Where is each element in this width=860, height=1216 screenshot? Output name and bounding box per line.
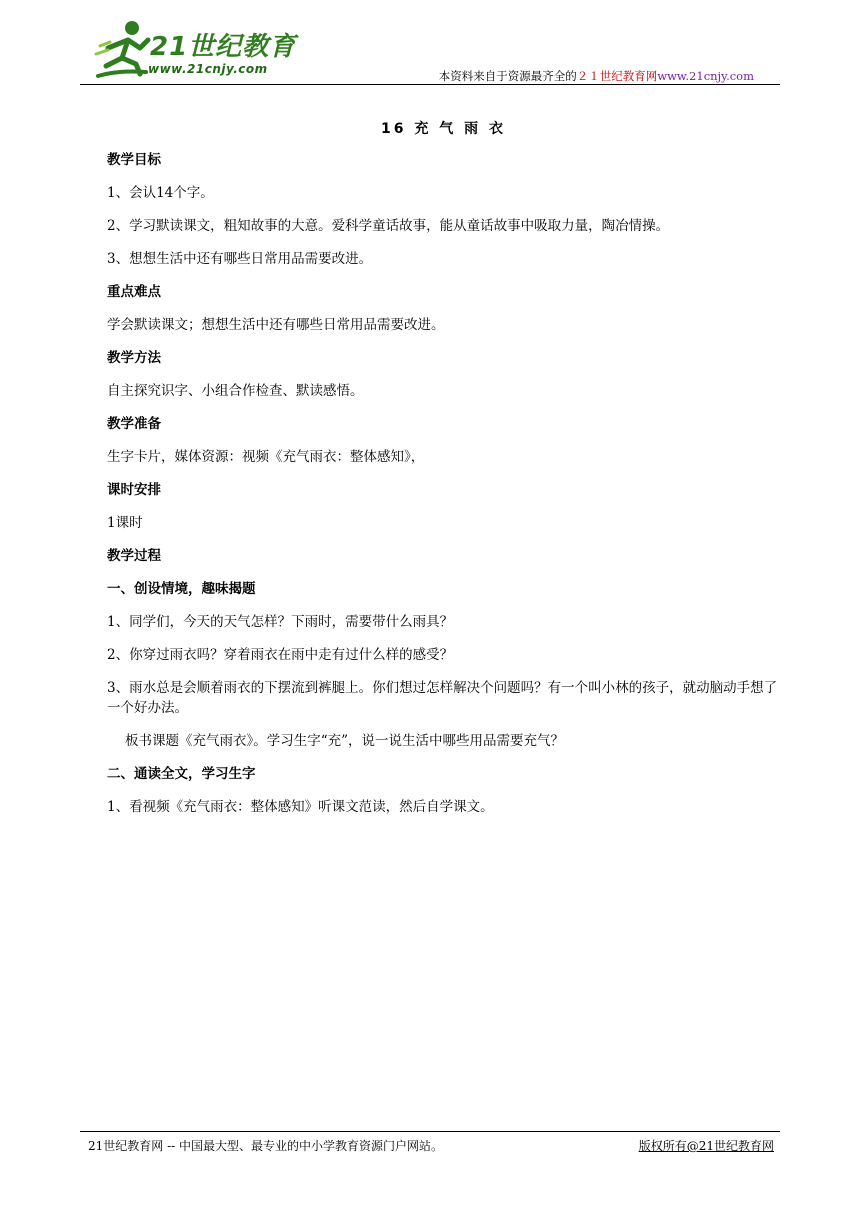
key-text: 学会默读课文；想想生活中还有哪些日常用品需要改进。 (107, 317, 445, 333)
section1-item: 板书课题《充气雨衣》。学习生字“充”，说一说生活中哪些用品需要充气？ (125, 733, 565, 749)
schedule-heading: 课时安排 (107, 482, 161, 498)
document-body (107, 118, 780, 817)
header-divider (80, 84, 780, 85)
header-source-note (439, 68, 754, 84)
goal-item: 2、学习默读课文，粗知故事的大意。爱科学童话故事，能从童话故事中吸取力量，陶冶情操。 (107, 218, 670, 234)
key-heading: 重点难点 (107, 284, 161, 300)
page-header (80, 18, 780, 86)
source-prefix: 本资料来自于资源最齐全的 (438, 69, 577, 83)
section1-item: 3、雨水总是会顺着雨衣的下摆流到裤腿上。你们想过怎样解决个问题吗？有一个叫小林的孩子，就动脑动手想了一个好办法。 (107, 680, 778, 716)
method-text: 自主探究识字、小组合作检查、默读感悟。 (107, 383, 364, 399)
logo-wordmark: 21世纪教育 (150, 32, 297, 62)
footer-divider (80, 1131, 780, 1132)
goals-heading: 教学目标 (107, 152, 161, 168)
method-heading: 教学方法 (107, 350, 161, 366)
logo-url: www.21cnjy.com (148, 62, 268, 76)
section2-heading: 二、通读全文，学习生字 (107, 766, 256, 782)
footer-site-note: 21世纪教育网 -- 中国最大型、最专业的中小学教育资源门户网站。 (88, 1139, 444, 1153)
process-heading: 教学过程 (107, 548, 161, 564)
section1-heading: 一、创设情境，趣味揭题 (107, 581, 256, 597)
footer-copyright-link[interactable]: 版权所有@21世纪教育网 (638, 1139, 774, 1153)
section1-item: 1、同学们，今天的天气怎样？下雨时，需要带什么雨具？ (107, 614, 454, 630)
lesson-title: 16 充 气 雨 衣 (381, 121, 506, 137)
prep-text: 生字卡片，媒体资源：视频《充气雨衣：整体感知》， (107, 449, 425, 465)
goal-item: 3、想想生活中还有哪些日常用品需要改进。 (107, 251, 373, 267)
site-logo (88, 18, 298, 82)
prep-heading: 教学准备 (107, 416, 161, 432)
section2-item: 1、看视频《充气雨衣：整体感知》听课文范读，然后自学课文。 (107, 799, 494, 815)
source-site[interactable]: ２１世纪教育网 (576, 69, 658, 83)
goal-item: 1、会认14个字。 (107, 185, 214, 201)
source-url[interactable]: www.21cnjy.com (657, 69, 754, 83)
schedule-text: 1课时 (107, 515, 143, 531)
section1-item: 2、你穿过雨衣吗？穿着雨衣在雨中走有过什么样的感受？ (107, 647, 454, 663)
